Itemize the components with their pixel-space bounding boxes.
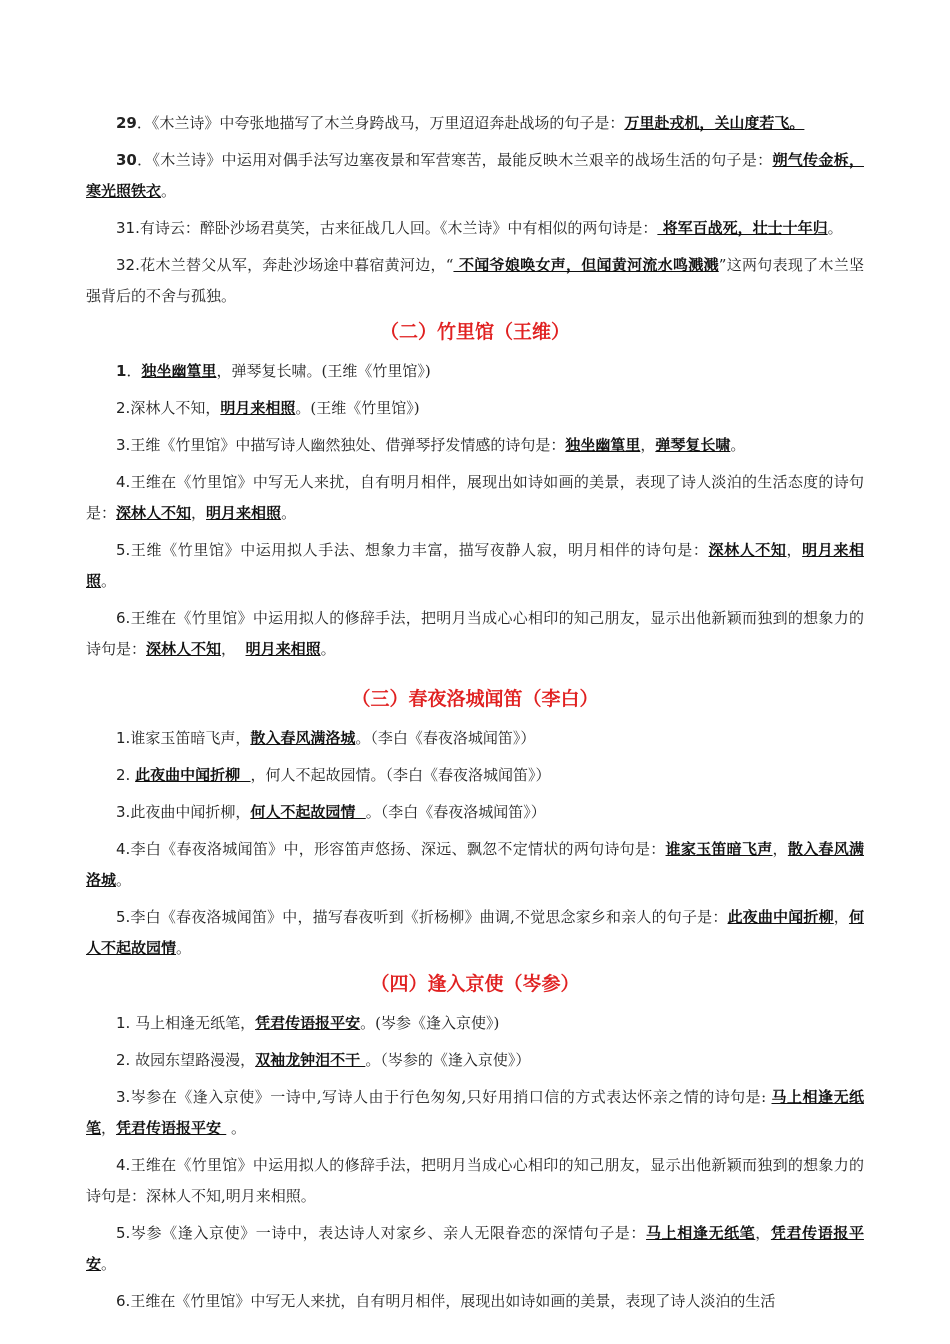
- question-text: 。: [101, 572, 117, 590]
- question-item: [86, 430, 864, 461]
- answer-text: 深林人不知: [146, 640, 222, 658]
- answer-text: 马上相逢无纸笔: [86, 1088, 864, 1137]
- question-item: [86, 535, 864, 597]
- question-number: 30: [116, 151, 137, 169]
- answer-text: 万里赴戎机，关山度若飞。: [624, 114, 805, 132]
- question-item: [86, 213, 864, 244]
- question-text: .谁家玉笛暗飞声，: [125, 729, 251, 747]
- answer-text: 何人不起故园情: [250, 803, 366, 821]
- question-item: [86, 1082, 864, 1144]
- answer-text: 独坐幽篁里: [565, 436, 641, 454]
- question-text: 。: [101, 1255, 117, 1273]
- question-item: [86, 467, 864, 529]
- question-number: 1: [116, 729, 126, 747]
- answer-text: 独坐幽篁里: [141, 362, 217, 380]
- question-item: [86, 760, 864, 791]
- question-text: 。: [116, 871, 132, 889]
- question-text: 。（李白《春夜洛城闻笛》）: [355, 729, 536, 747]
- question-text: .有诗云：醉卧沙场君莫笑，古来征战几人回。《木兰诗》中有相似的两句诗是：: [135, 219, 658, 237]
- question-number: 4: [116, 473, 126, 491]
- section-mulan: [86, 108, 864, 312]
- answer-text: 散入春风满洛城: [86, 840, 864, 889]
- question-text: .李白《春夜洛城闻笛》中，描写春夜听到《折杨柳》曲调,不觉思念家乡和亲人的句子是：: [125, 908, 728, 926]
- question-number: 3: [116, 1088, 126, 1106]
- question-text: ，: [833, 908, 849, 926]
- question-text: 。（岑参的《逢入京使》）: [365, 1051, 531, 1069]
- question-text: . 马上相逢无纸笔，: [125, 1014, 256, 1032]
- question-number: 5: [116, 908, 126, 926]
- question-number: 29: [116, 114, 137, 132]
- answer-text: 弹琴复长啸: [655, 436, 731, 454]
- question-item: [86, 797, 864, 828]
- section-chunye: [86, 685, 864, 964]
- question-text: . 故园东望路漫漫，: [125, 1051, 256, 1069]
- answer-text: 深林人不知: [116, 504, 192, 522]
- question-text: .王维《竹里馆》中描写诗人幽然独处、借弹琴抒发情感的诗句是：: [125, 436, 566, 454]
- question-item: [86, 1218, 864, 1280]
- question-text: 。（李白《春夜洛城闻笛》）: [365, 803, 546, 821]
- question-item: [86, 250, 864, 312]
- question-text: .深林人不知，: [125, 399, 221, 417]
- question-text: 。: [320, 640, 336, 658]
- question-text: ．: [126, 362, 142, 380]
- question-number: 6: [116, 1292, 126, 1310]
- section-zhuliguan: [86, 318, 864, 665]
- question-text: .王维在《竹里馆》中写无人来扰，自有明月相伴，展现出如诗如画的美景，表现了诗人淡泊的生活态度的诗句是：: [86, 473, 864, 522]
- question-item: [86, 393, 864, 424]
- question-text: ，: [755, 1224, 771, 1242]
- question-number: 4: [116, 1156, 126, 1174]
- question-text: .岑参在《逢入京使》一诗中,写诗人由于行色匆匆,只好用捎口信的方式表达怀亲之情的诗句是:: [125, 1088, 772, 1106]
- question-item: [86, 1045, 864, 1076]
- question-number: 2: [116, 399, 126, 417]
- answer-text: 何人不起故园情: [86, 908, 864, 957]
- question-number: 5: [116, 1224, 126, 1242]
- section-title: （三）春夜洛城闻笛（李白）: [351, 688, 599, 710]
- question-text: ．《木兰诗》中夸张地描写了木兰身跨战马，万里迢迢奔赴战场的句子是：: [136, 114, 625, 132]
- question-text: 。: [226, 1119, 247, 1137]
- question-text: .李白《春夜洛城闻笛》中，形容笛声悠扬、深远、飘忽不定情状的两句诗句是：: [125, 840, 666, 858]
- question-text: .岑参《逢入京使》一诗中，表达诗人对家乡、亲人无限眷恋的深情句子是：: [125, 1224, 647, 1242]
- question-number: 6: [116, 609, 126, 627]
- answer-text: 凭君传语报平安: [86, 1224, 864, 1273]
- question-text: ，何人不起故园情。（李白《春夜洛城闻笛》）: [250, 766, 551, 784]
- question-item: [86, 1150, 864, 1212]
- question-number: 1: [116, 1014, 126, 1032]
- answer-text: 此夜曲中闻折柳: [727, 908, 834, 926]
- question-text: ，: [191, 504, 207, 522]
- answer-text: 明月来相照: [86, 541, 864, 590]
- question-text: 。: [730, 436, 746, 454]
- question-text: .王维《竹里馆》中运用拟人手法、想象力丰富，描写夜静人寂，明月相伴的诗句是：: [125, 541, 709, 559]
- answer-text: 谁家玉笛暗飞声: [665, 840, 773, 858]
- question-text: ”这两句表现了木兰坚强背后的不舍与孤独。: [86, 256, 864, 305]
- question-item: [86, 834, 864, 896]
- question-text: ，: [772, 840, 788, 858]
- question-text: ，: [221, 640, 246, 658]
- question-text: ，弹琴复长啸。(王维《竹里馆》): [216, 362, 431, 380]
- answer-text: 将军百战死，壮士十年归: [657, 219, 828, 237]
- answer-text: 明月来相照: [206, 504, 282, 522]
- section-title: （二）竹里馆（王维）: [379, 321, 570, 343]
- question-number: 32: [116, 256, 136, 274]
- question-item: [86, 1008, 864, 1039]
- answer-text: 马上相逢无纸笔: [646, 1224, 756, 1242]
- question-number: 5: [116, 541, 126, 559]
- answer-text: 明月来相照: [220, 399, 296, 417]
- question-text: ，: [640, 436, 656, 454]
- question-text: .花木兰替父从军，奔赴沙场途中暮宿黄河边，“: [135, 256, 454, 274]
- question-text: 。(岑参《逢入京使》): [360, 1014, 500, 1032]
- question-item: [86, 1286, 864, 1317]
- question-text: .王维在《竹里馆》中运用拟人的修辞手法，把明月当成心心相印的知己朋友，显示出他新颖而独到的想象力的诗句是：: [86, 609, 864, 658]
- answer-text: 朔气传金柝，寒光照铁衣: [86, 151, 864, 200]
- question-text: ，: [101, 1119, 117, 1137]
- question-item: [86, 356, 864, 387]
- section-fengrujingshi: [86, 970, 864, 1317]
- answer-text: 此夜曲中闻折柳: [135, 766, 251, 784]
- answer-text: 明月来相照: [245, 640, 321, 658]
- answer-text: 双袖龙钟泪不干: [255, 1051, 366, 1069]
- question-text: .王维在《竹里馆》中写无人来扰，自有明月相伴，展现出如诗如画的美景，表现了诗人淡泊的生活: [125, 1292, 776, 1310]
- question-item: [86, 603, 864, 665]
- question-text: .此夜曲中闻折柳，: [125, 803, 251, 821]
- question-text: ．《木兰诗》中运用对偶手法写边塞夜景和军营寒苦，最能反映木兰艰辛的战场生活的句子是：: [136, 151, 773, 169]
- answer-text: 凭君传语报平安: [255, 1014, 361, 1032]
- question-item: [86, 108, 864, 139]
- section-title: （四）逢入京使（岑参）: [370, 973, 580, 995]
- question-text: 。: [176, 939, 192, 957]
- question-number: 2: [116, 766, 126, 784]
- question-number: 3: [116, 436, 126, 454]
- answer-text: 散入春风满洛城: [250, 729, 356, 747]
- question-text: 。: [281, 504, 297, 522]
- question-number: 1: [116, 362, 127, 380]
- question-number: 2: [116, 1051, 126, 1069]
- question-text: 。(王维《竹里馆》): [295, 399, 420, 417]
- answer-text: 深林人不知: [708, 541, 787, 559]
- question-number: 4: [116, 840, 126, 858]
- question-item: [86, 145, 864, 207]
- question-text: 。: [161, 182, 177, 200]
- answer-text: 凭君传语报平安: [116, 1119, 227, 1137]
- question-text: 。: [827, 219, 843, 237]
- question-number: 3: [116, 803, 126, 821]
- question-number: 31: [116, 219, 136, 237]
- answer-text: 不闻爷娘唤女声，但闻黄河流水鸣溅溅: [453, 256, 719, 274]
- question-item: [86, 902, 864, 964]
- question-text: ，: [786, 541, 803, 559]
- question-item: [86, 723, 864, 754]
- question-text: .王维在《竹里馆》中运用拟人的修辞手法，把明月当成心心相印的知己朋友，显示出他新颖而独到的想象力的诗句是：深林人不知,明月来相照。: [86, 1156, 864, 1205]
- question-text: .: [125, 766, 136, 784]
